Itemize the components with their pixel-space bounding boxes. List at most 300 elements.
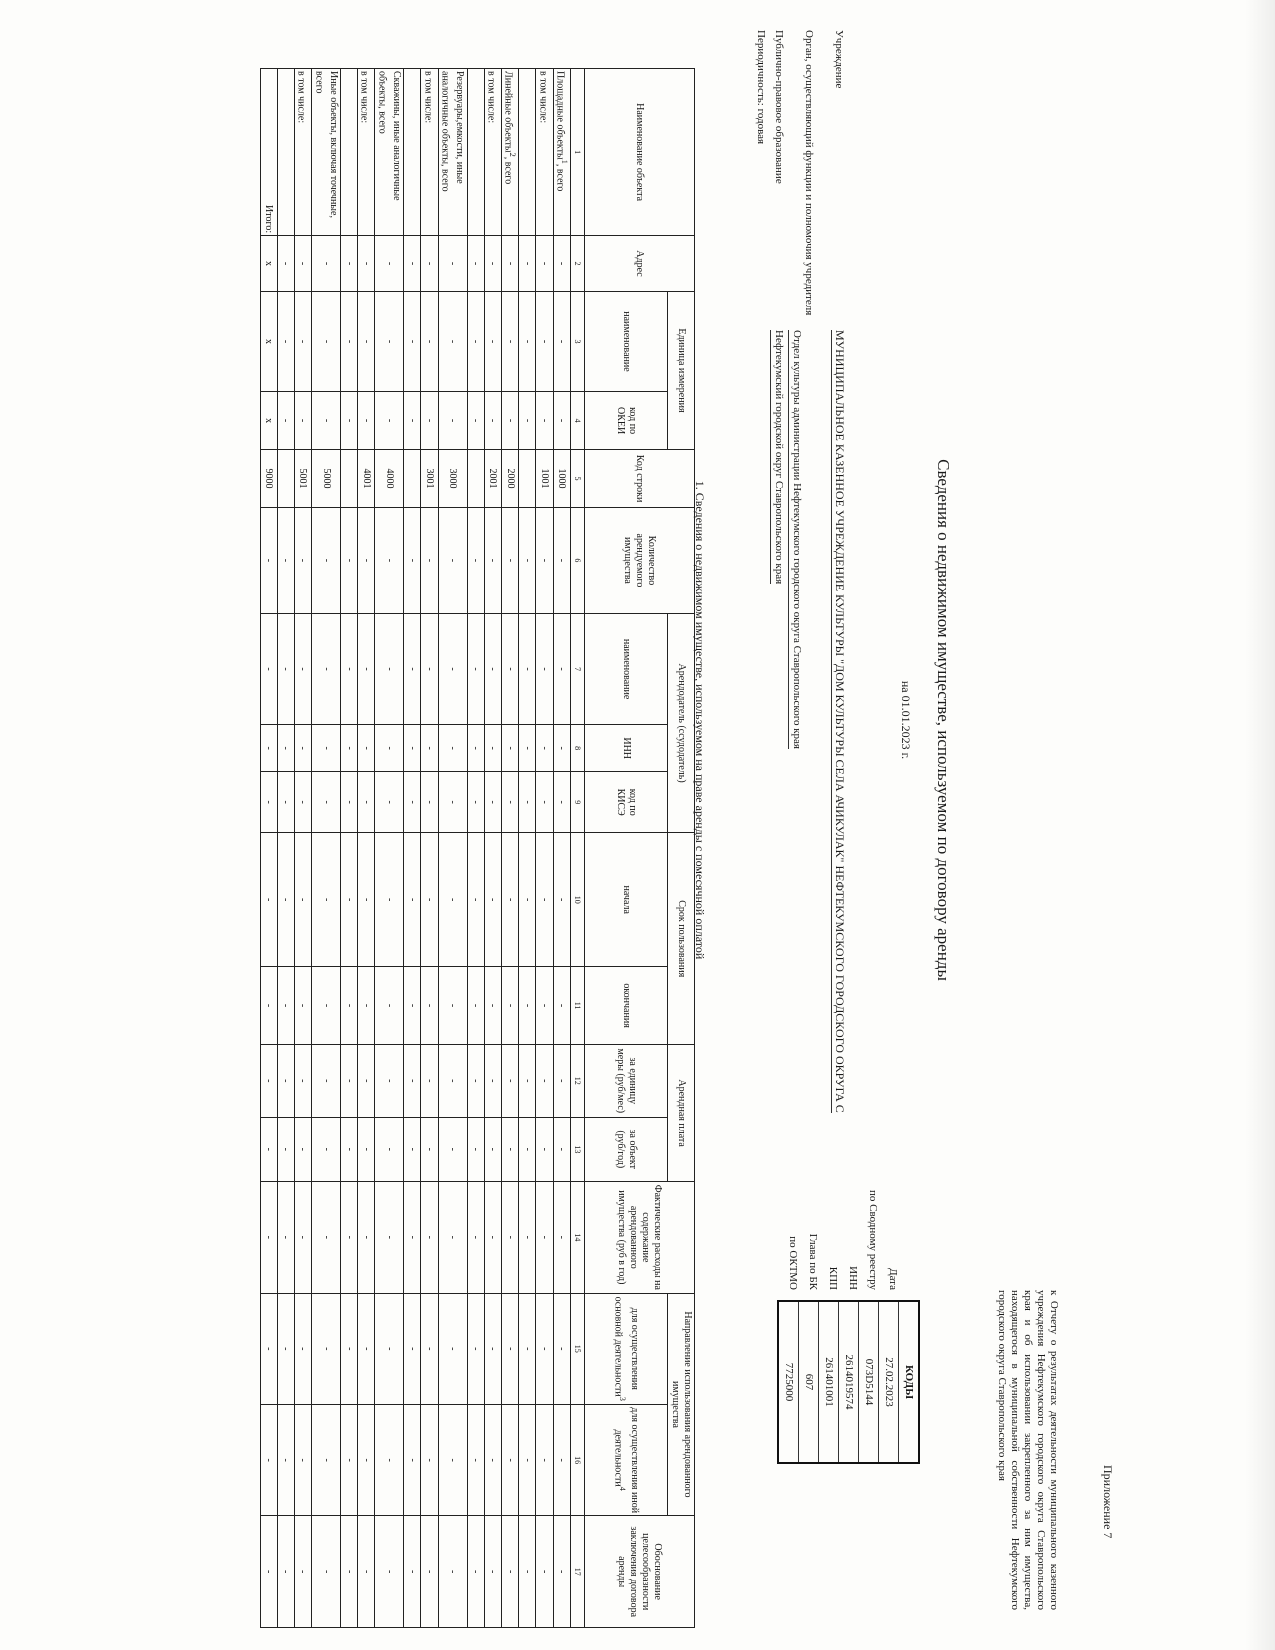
section-title: 1. Сведения о недвижимом имуществе, используемом на праве аренды с помесячной оплатой bbox=[693, 480, 707, 960]
row-code: 5000 bbox=[312, 450, 341, 508]
empty-value: - bbox=[536, 833, 553, 967]
code-value-oktmo: 7725000 bbox=[779, 1302, 799, 1462]
empty-value: - bbox=[375, 508, 404, 614]
total-x-mark: x bbox=[260, 236, 277, 292]
empty-value: - bbox=[502, 613, 519, 724]
empty-value: - bbox=[341, 1045, 358, 1117]
empty-value: - bbox=[484, 833, 501, 967]
empty-value: - bbox=[519, 236, 536, 292]
institution-label: Учреждение bbox=[833, 30, 845, 89]
empty-value: - bbox=[438, 392, 467, 450]
empty-value: - bbox=[341, 236, 358, 292]
empty-value: - bbox=[438, 1516, 467, 1628]
empty-value: - bbox=[312, 508, 341, 614]
empty-value: - bbox=[294, 1293, 311, 1404]
empty-value: - bbox=[467, 1117, 484, 1182]
empty-value: - bbox=[277, 392, 294, 450]
header-expenses: Фактические расходы на содержание арендованного имущества (руб в год) bbox=[585, 1182, 695, 1293]
object-name: Иные объекты, включая точечные, всего bbox=[313, 71, 339, 218]
total-value: - bbox=[260, 1182, 277, 1293]
empty-value: - bbox=[404, 967, 421, 1045]
header-direction-main-text: для осуществления основной деятельности bbox=[612, 1296, 641, 1397]
table-row bbox=[404, 69, 421, 1628]
header-term-start: начала bbox=[585, 833, 668, 967]
empty-value: - bbox=[553, 508, 570, 614]
header-unit: Единица измерения bbox=[668, 291, 695, 449]
empty-value: - bbox=[438, 1045, 467, 1117]
empty-value: - bbox=[277, 1404, 294, 1515]
empty-value: - bbox=[438, 725, 467, 772]
empty-value: - bbox=[421, 392, 438, 450]
empty-value: - bbox=[358, 1182, 375, 1293]
table-row bbox=[519, 69, 536, 1628]
empty-value: - bbox=[375, 1293, 404, 1404]
row-code: 3001 bbox=[421, 450, 438, 508]
column-number: 13 bbox=[571, 1117, 585, 1182]
object-name-cell bbox=[467, 69, 484, 236]
header-object-name: Наименование объекта bbox=[585, 69, 695, 236]
total-value: - bbox=[260, 1045, 277, 1117]
code-label-date: Дата bbox=[887, 1268, 899, 1290]
empty-value: - bbox=[294, 1404, 311, 1515]
empty-value: - bbox=[484, 967, 501, 1045]
empty-value: - bbox=[294, 236, 311, 292]
empty-value: - bbox=[358, 1045, 375, 1117]
object-name-cell bbox=[484, 69, 501, 236]
empty-value: - bbox=[294, 508, 311, 614]
object-name: Линейные объекты bbox=[503, 71, 515, 153]
empty-value: - bbox=[536, 1117, 553, 1182]
empty-value: - bbox=[519, 1182, 536, 1293]
empty-value: - bbox=[438, 1117, 467, 1182]
periodicity-label: Периодичность: годовая bbox=[755, 30, 767, 145]
empty-value: - bbox=[312, 236, 341, 292]
empty-value: - bbox=[467, 1182, 484, 1293]
empty-value: - bbox=[375, 613, 404, 724]
object-name-cell bbox=[553, 69, 570, 236]
empty-value: - bbox=[341, 1516, 358, 1628]
empty-value: - bbox=[484, 508, 501, 614]
empty-value: - bbox=[312, 1516, 341, 1628]
empty-value: - bbox=[553, 613, 570, 724]
empty-value: - bbox=[358, 1404, 375, 1515]
empty-value: - bbox=[536, 1182, 553, 1293]
empty-value: - bbox=[484, 1182, 501, 1293]
footnote-mark: 4 bbox=[618, 1486, 628, 1491]
empty-value: - bbox=[312, 1404, 341, 1515]
empty-value: - bbox=[519, 291, 536, 391]
total-x-mark: x bbox=[260, 392, 277, 450]
empty-value: - bbox=[421, 508, 438, 614]
empty-value: - bbox=[484, 291, 501, 391]
column-number-row bbox=[571, 69, 585, 1628]
lease-table-body bbox=[260, 69, 584, 1628]
header-direction-other-text: для осуществления иной деятельности bbox=[612, 1407, 641, 1514]
empty-value: - bbox=[358, 236, 375, 292]
empty-value: - bbox=[553, 1182, 570, 1293]
empty-value: - bbox=[404, 1045, 421, 1117]
empty-value: - bbox=[519, 1516, 536, 1628]
column-number: 3 bbox=[571, 291, 585, 391]
empty-value: - bbox=[467, 1404, 484, 1515]
code-label-kpp: КПП bbox=[827, 1266, 839, 1290]
row-code bbox=[341, 450, 358, 508]
empty-value: - bbox=[358, 967, 375, 1045]
empty-value: - bbox=[467, 772, 484, 833]
header-quantity: Количество арендуемого имущества bbox=[585, 508, 695, 614]
empty-value: - bbox=[502, 772, 519, 833]
object-name: Резервуары,емкости, иные аналогичные объекты, всего bbox=[440, 71, 466, 192]
code-value-bk: 607 bbox=[799, 1302, 819, 1462]
empty-value: - bbox=[484, 1516, 501, 1628]
empty-value: - bbox=[294, 291, 311, 391]
header-term-end: окончания bbox=[585, 967, 668, 1045]
empty-value: - bbox=[438, 967, 467, 1045]
row-code: 2001 bbox=[484, 450, 501, 508]
table-row bbox=[421, 69, 438, 1628]
appendix-title: Приложение 7 bbox=[1101, 1465, 1115, 1539]
row-code: 4000 bbox=[375, 450, 404, 508]
row-code bbox=[404, 450, 421, 508]
empty-value: - bbox=[421, 833, 438, 967]
object-name-cell bbox=[536, 69, 553, 236]
code-label-registry: по Сводному реестру bbox=[867, 1190, 879, 1290]
empty-value: - bbox=[375, 967, 404, 1045]
empty-value: - bbox=[536, 772, 553, 833]
row-code: 4001 bbox=[358, 450, 375, 508]
empty-value: - bbox=[502, 1117, 519, 1182]
empty-value: - bbox=[553, 1117, 570, 1182]
empty-value: - bbox=[404, 508, 421, 614]
empty-value: - bbox=[404, 772, 421, 833]
empty-value: - bbox=[438, 833, 467, 967]
total-value: - bbox=[260, 772, 277, 833]
empty-value: - bbox=[404, 1182, 421, 1293]
column-number: 4 bbox=[571, 392, 585, 450]
empty-value: - bbox=[404, 236, 421, 292]
empty-value: - bbox=[358, 1293, 375, 1404]
empty-value: - bbox=[277, 236, 294, 292]
empty-value: - bbox=[502, 291, 519, 391]
total-row bbox=[260, 69, 277, 1628]
empty-value: - bbox=[404, 1404, 421, 1515]
column-number: 17 bbox=[571, 1516, 585, 1628]
table-row bbox=[294, 69, 311, 1628]
document-title: Сведения о недвижимом имуществе, используемом по договору аренды bbox=[934, 459, 953, 981]
empty-value: - bbox=[312, 833, 341, 967]
empty-value: - bbox=[421, 1045, 438, 1117]
document-date: на 01.01.2023 г. bbox=[899, 680, 913, 760]
empty-value: - bbox=[421, 1182, 438, 1293]
empty-value: - bbox=[421, 1516, 438, 1628]
empty-value: - bbox=[358, 291, 375, 391]
empty-value: - bbox=[404, 392, 421, 450]
column-number: 7 bbox=[571, 613, 585, 724]
empty-value: - bbox=[375, 291, 404, 391]
header-rent: Арендная плата bbox=[668, 1045, 695, 1182]
object-name-cell bbox=[277, 69, 294, 236]
empty-value: - bbox=[375, 1045, 404, 1117]
header-unit-okei: код по ОКЕИ bbox=[585, 392, 668, 450]
empty-value: - bbox=[277, 967, 294, 1045]
object-name: в том числе: bbox=[359, 71, 371, 124]
object-name: Площадные объекты bbox=[554, 71, 566, 160]
empty-value: - bbox=[341, 508, 358, 614]
empty-value: - bbox=[312, 1045, 341, 1117]
empty-value: - bbox=[277, 1293, 294, 1404]
appendix-description: к Отчету о результатах деятельности муниципального казенного учреждения Нефтекумского городского округа Ставропольского края и об использовании закрепленного за ним имущества, находящегося в муниципальной собственности Нефтекумского городского округа Ставропольского края bbox=[996, 1290, 1060, 1610]
organ-value: Отдел культуры администрации Нефтекумского городского округа Ставропольского края bbox=[788, 330, 803, 749]
empty-value: - bbox=[341, 1293, 358, 1404]
total-value: - bbox=[260, 1404, 277, 1515]
table-row bbox=[312, 69, 341, 1628]
column-number: 12 bbox=[571, 1045, 585, 1117]
object-name-suffix: , всего bbox=[503, 156, 515, 185]
object-name-cell bbox=[519, 69, 536, 236]
empty-value: - bbox=[438, 1182, 467, 1293]
empty-value: - bbox=[341, 613, 358, 724]
lease-table bbox=[260, 68, 695, 1628]
institution-value: МУНИЦИПАЛЬНОЕ КАЗЕННОЕ УЧРЕЖДЕНИЕ КУЛЬТУРЫ "ДОМ КУЛЬТУРЫ СЕЛА АЧИКУЛАК" НЕФТЕКУМСКОГО ГОРОДСКОГО ОКРУГА С bbox=[833, 330, 847, 1113]
empty-value: - bbox=[484, 1293, 501, 1404]
empty-value: - bbox=[341, 291, 358, 391]
empty-value: - bbox=[553, 236, 570, 292]
empty-value: - bbox=[484, 1117, 501, 1182]
empty-value: - bbox=[438, 772, 467, 833]
row-code: 2000 bbox=[502, 450, 519, 508]
header-lessor-kise: код по КИСЭ bbox=[585, 772, 668, 833]
empty-value: - bbox=[375, 772, 404, 833]
empty-value: - bbox=[502, 1404, 519, 1515]
empty-value: - bbox=[404, 1293, 421, 1404]
empty-value: - bbox=[467, 392, 484, 450]
object-name-cell bbox=[404, 69, 421, 236]
empty-value: - bbox=[536, 392, 553, 450]
empty-value: - bbox=[312, 1182, 341, 1293]
object-name: в том числе: bbox=[537, 71, 549, 124]
header-basis: Обоснование целесообразности заключения договора аренды bbox=[585, 1516, 695, 1628]
object-name: Скважины, иные аналогичные объекты, всего bbox=[376, 71, 403, 201]
total-row-code: 9000 bbox=[260, 450, 277, 508]
empty-value: - bbox=[421, 967, 438, 1045]
total-value: - bbox=[260, 1117, 277, 1182]
empty-value: - bbox=[341, 725, 358, 772]
code-value-date: 27.02.2023 bbox=[879, 1302, 899, 1462]
empty-value: - bbox=[536, 1516, 553, 1628]
empty-value: - bbox=[294, 1516, 311, 1628]
table-row bbox=[375, 69, 404, 1628]
empty-value: - bbox=[467, 613, 484, 724]
empty-value: - bbox=[277, 1117, 294, 1182]
header-direction: Направление использования арендованного имущества bbox=[668, 1293, 695, 1516]
empty-value: - bbox=[502, 1182, 519, 1293]
empty-value: - bbox=[312, 772, 341, 833]
empty-value: - bbox=[467, 725, 484, 772]
row-code: 5001 bbox=[294, 450, 311, 508]
header-direction-main bbox=[585, 1293, 668, 1404]
table-row bbox=[484, 69, 501, 1628]
empty-value: - bbox=[502, 725, 519, 772]
empty-value: - bbox=[519, 1293, 536, 1404]
empty-value: - bbox=[375, 833, 404, 967]
empty-value: - bbox=[341, 772, 358, 833]
empty-value: - bbox=[484, 725, 501, 772]
empty-value: - bbox=[484, 236, 501, 292]
column-number: 2 bbox=[571, 236, 585, 292]
object-name-cell bbox=[358, 69, 375, 236]
column-number: 8 bbox=[571, 725, 585, 772]
empty-value: - bbox=[294, 1045, 311, 1117]
table-row bbox=[467, 69, 484, 1628]
empty-value: - bbox=[375, 392, 404, 450]
header-lessor: Арендодатель (ссудодатель) bbox=[668, 613, 695, 833]
header-lessor-name: наименование bbox=[585, 613, 668, 724]
table-row bbox=[341, 69, 358, 1628]
empty-value: - bbox=[358, 1117, 375, 1182]
empty-value: - bbox=[341, 967, 358, 1045]
object-name-cell bbox=[312, 69, 341, 236]
column-number: 16 bbox=[571, 1404, 585, 1515]
empty-value: - bbox=[553, 833, 570, 967]
empty-value: - bbox=[277, 772, 294, 833]
empty-value: - bbox=[341, 1182, 358, 1293]
column-number: 10 bbox=[571, 833, 585, 967]
empty-value: - bbox=[294, 1182, 311, 1293]
header-term: Срок пользования bbox=[668, 833, 695, 1045]
empty-value: - bbox=[421, 1404, 438, 1515]
table-row bbox=[358, 69, 375, 1628]
empty-value: - bbox=[502, 508, 519, 614]
object-name: в том числе: bbox=[295, 71, 307, 124]
empty-value: - bbox=[421, 1293, 438, 1404]
empty-value: - bbox=[519, 613, 536, 724]
empty-value: - bbox=[519, 392, 536, 450]
empty-value: - bbox=[404, 1117, 421, 1182]
header-lessor-inn: ИНН bbox=[585, 725, 668, 772]
code-label-oktmo: по ОКТМО bbox=[787, 1236, 799, 1290]
table-row bbox=[502, 69, 519, 1628]
empty-value: - bbox=[536, 1293, 553, 1404]
empty-value: - bbox=[312, 967, 341, 1045]
empty-value: - bbox=[484, 613, 501, 724]
empty-value: - bbox=[438, 508, 467, 614]
empty-value: - bbox=[536, 1404, 553, 1515]
empty-value: - bbox=[519, 967, 536, 1045]
header-unit-name: наименование bbox=[585, 291, 668, 391]
empty-value: - bbox=[467, 291, 484, 391]
empty-value: - bbox=[341, 392, 358, 450]
empty-value: - bbox=[536, 613, 553, 724]
object-name: в том числе: bbox=[422, 71, 434, 124]
total-value: - bbox=[260, 967, 277, 1045]
empty-value: - bbox=[375, 725, 404, 772]
empty-value: - bbox=[277, 613, 294, 724]
empty-value: - bbox=[519, 1404, 536, 1515]
footnote-mark: 1 bbox=[560, 159, 569, 164]
empty-value: - bbox=[467, 236, 484, 292]
empty-value: - bbox=[553, 1404, 570, 1515]
empty-value: - bbox=[312, 725, 341, 772]
empty-value: - bbox=[277, 1045, 294, 1117]
object-name-cell bbox=[421, 69, 438, 236]
header-rent-object: за объект (руб/год) bbox=[585, 1117, 668, 1182]
empty-value: - bbox=[294, 967, 311, 1045]
empty-value: - bbox=[375, 1117, 404, 1182]
empty-value: - bbox=[467, 967, 484, 1045]
codes-labels bbox=[780, 1070, 920, 1290]
empty-value: - bbox=[438, 291, 467, 391]
empty-value: - bbox=[341, 1117, 358, 1182]
empty-value: - bbox=[536, 508, 553, 614]
empty-value: - bbox=[519, 1045, 536, 1117]
codes-header: КОДЫ bbox=[903, 1364, 915, 1400]
empty-value: - bbox=[421, 613, 438, 724]
empty-value: - bbox=[467, 1293, 484, 1404]
empty-value: - bbox=[536, 967, 553, 1045]
empty-value: - bbox=[277, 1182, 294, 1293]
empty-value: - bbox=[375, 1182, 404, 1293]
empty-value: - bbox=[502, 236, 519, 292]
empty-value: - bbox=[502, 833, 519, 967]
object-name-cell bbox=[502, 69, 519, 236]
empty-value: - bbox=[502, 392, 519, 450]
empty-value: - bbox=[484, 392, 501, 450]
empty-value: - bbox=[553, 725, 570, 772]
empty-value: - bbox=[553, 772, 570, 833]
table-row bbox=[438, 69, 467, 1628]
empty-value: - bbox=[404, 725, 421, 772]
empty-value: - bbox=[519, 725, 536, 772]
empty-value: - bbox=[467, 1516, 484, 1628]
empty-value: - bbox=[536, 291, 553, 391]
total-value: - bbox=[260, 725, 277, 772]
total-x-mark: x bbox=[260, 291, 277, 391]
empty-value: - bbox=[404, 1516, 421, 1628]
empty-value: - bbox=[519, 833, 536, 967]
empty-value: - bbox=[294, 392, 311, 450]
empty-value: - bbox=[358, 833, 375, 967]
empty-value: - bbox=[277, 1516, 294, 1628]
empty-value: - bbox=[421, 291, 438, 391]
empty-value: - bbox=[375, 236, 404, 292]
empty-value: - bbox=[421, 1117, 438, 1182]
header-row-code: Код строки bbox=[585, 450, 695, 508]
empty-value: - bbox=[277, 725, 294, 772]
object-name-suffix: , всего bbox=[554, 163, 566, 192]
total-value: - bbox=[260, 1516, 277, 1628]
empty-value: - bbox=[404, 291, 421, 391]
object-name: в том числе: bbox=[485, 71, 497, 124]
empty-value: - bbox=[312, 1117, 341, 1182]
empty-value: - bbox=[467, 508, 484, 614]
total-value: - bbox=[260, 613, 277, 724]
empty-value: - bbox=[519, 508, 536, 614]
table-row bbox=[536, 69, 553, 1628]
empty-value: - bbox=[294, 613, 311, 724]
empty-value: - bbox=[553, 1516, 570, 1628]
column-number: 5 bbox=[571, 450, 585, 508]
empty-value: - bbox=[536, 725, 553, 772]
empty-value: - bbox=[502, 1045, 519, 1117]
empty-value: - bbox=[438, 236, 467, 292]
header-rent-unit: за единицу меры (руб/мес) bbox=[585, 1045, 668, 1117]
empty-value: - bbox=[277, 508, 294, 614]
empty-value: - bbox=[484, 772, 501, 833]
empty-value: - bbox=[553, 392, 570, 450]
empty-value: - bbox=[502, 1516, 519, 1628]
column-number: 14 bbox=[571, 1182, 585, 1293]
code-label-bk: Глава по БК bbox=[807, 1233, 819, 1290]
